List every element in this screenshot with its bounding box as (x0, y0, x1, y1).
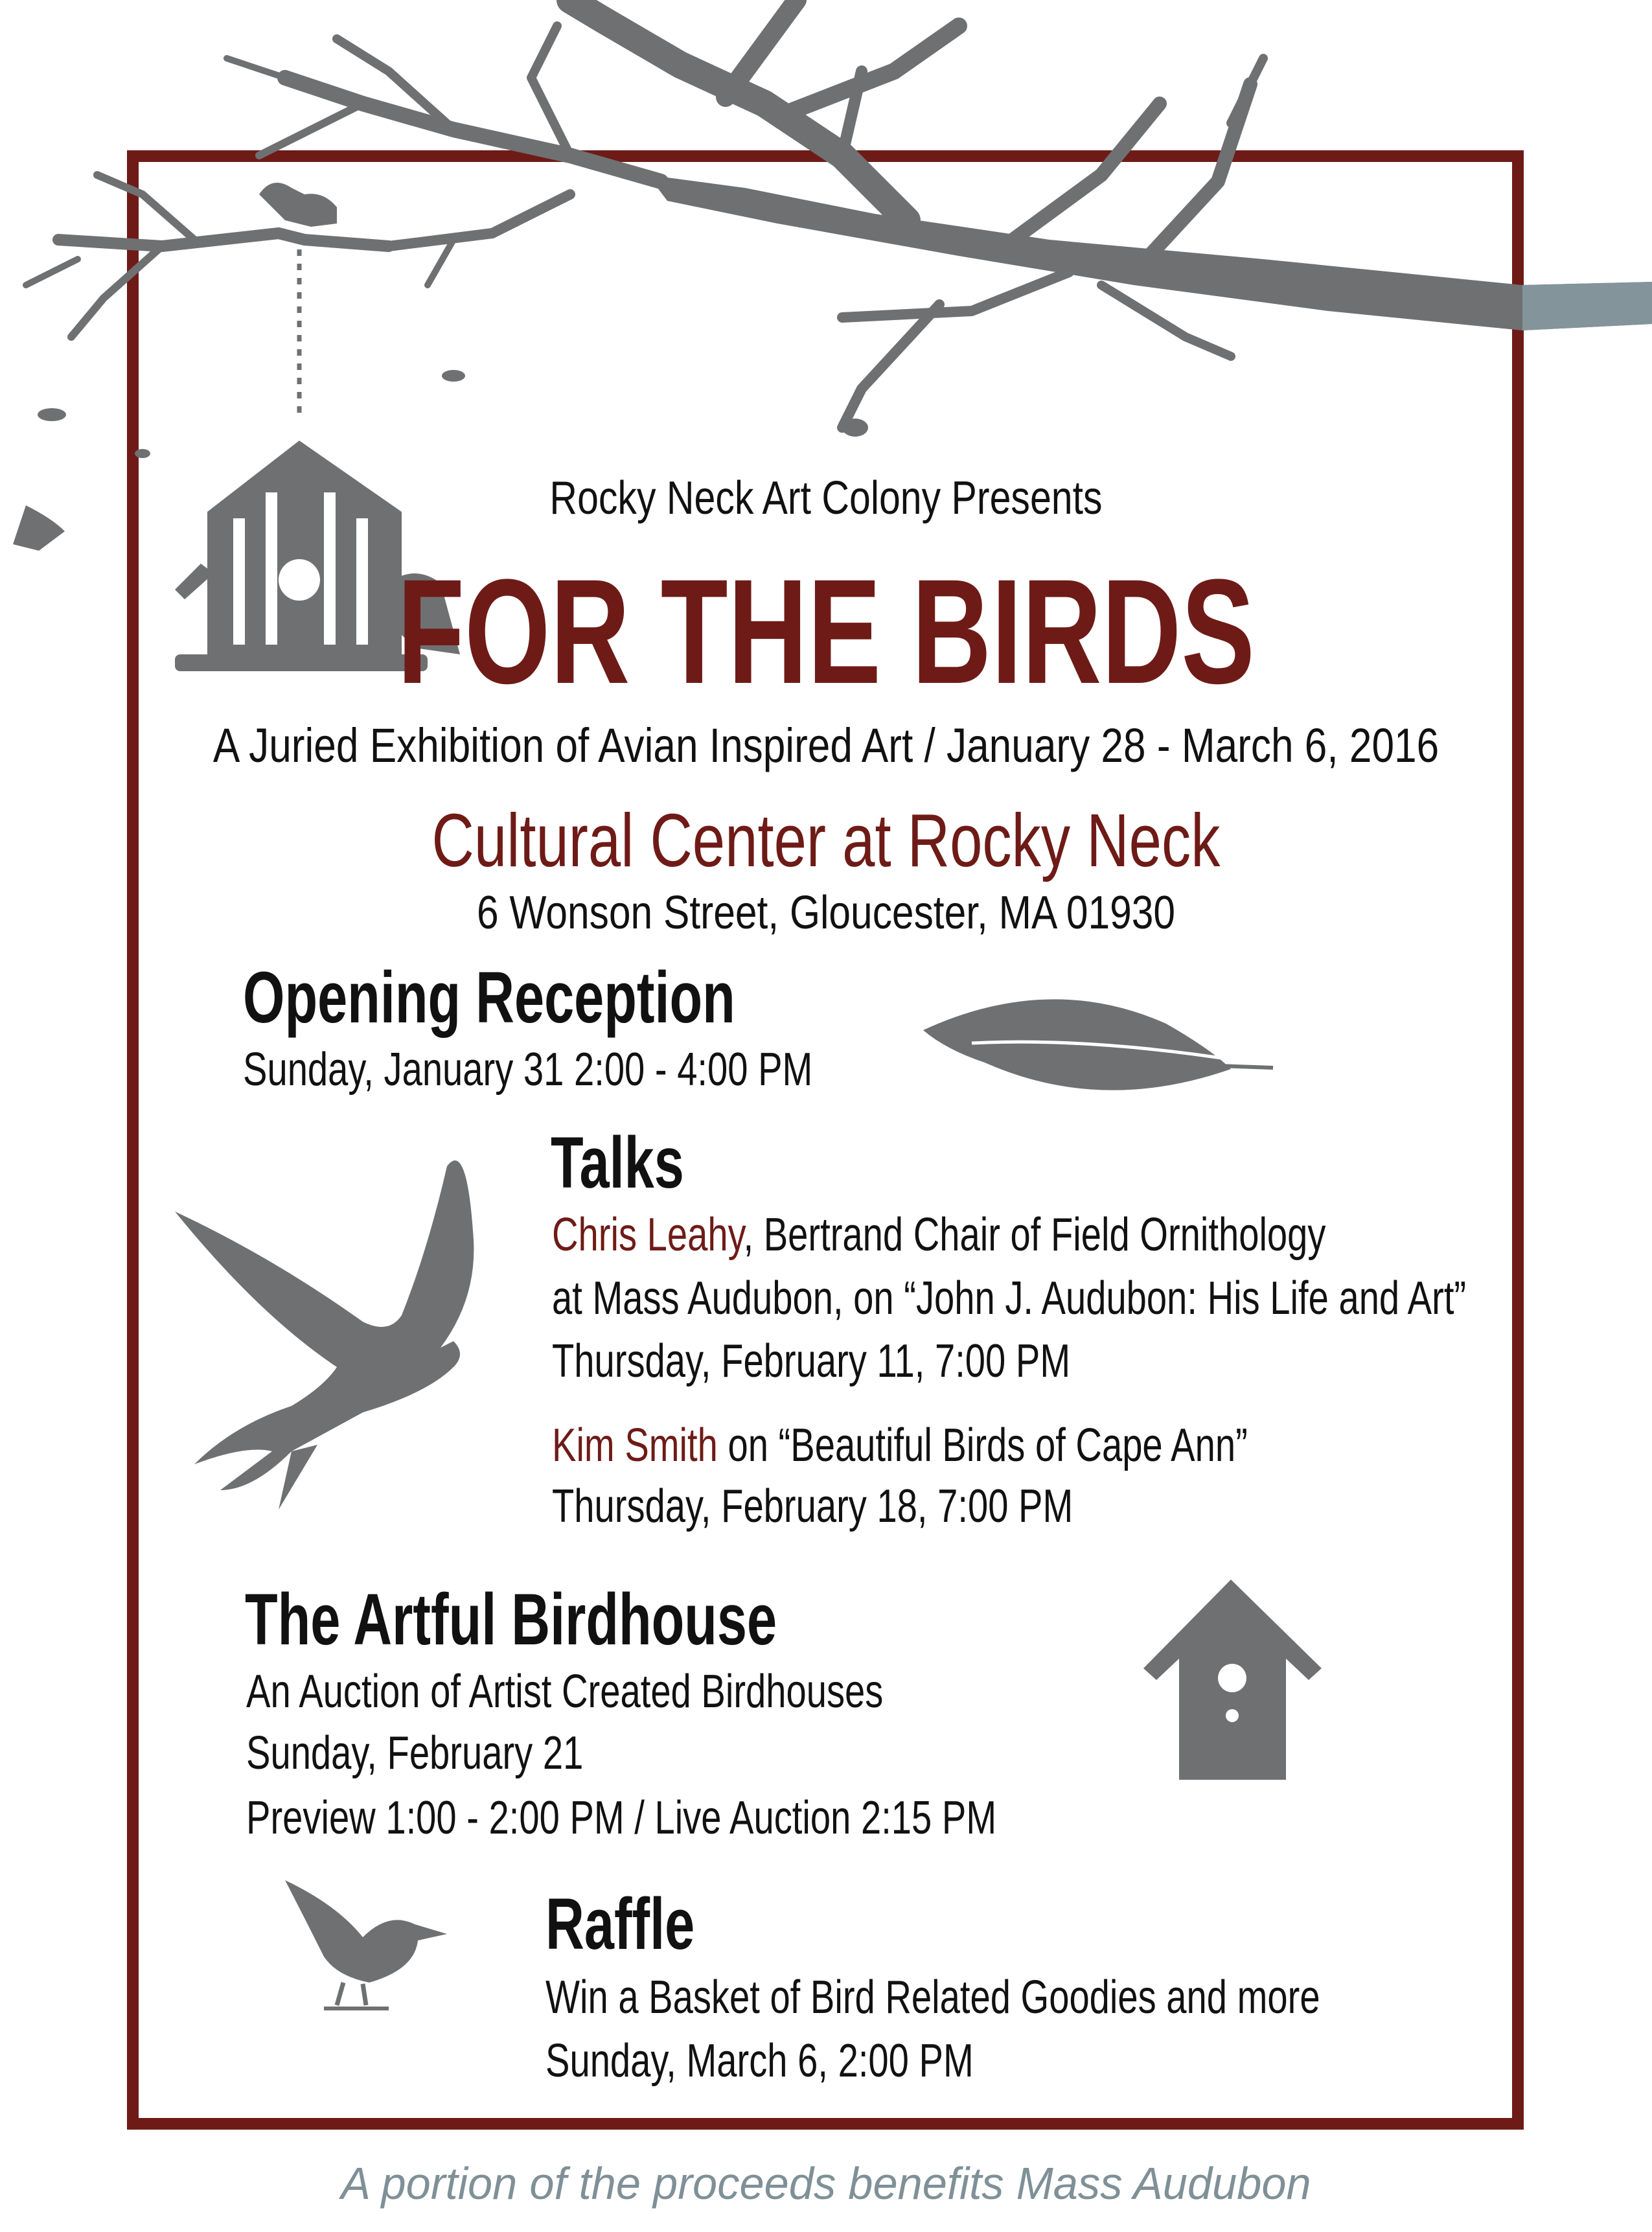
small-bird-icon (285, 1880, 447, 2008)
talk1-role: , Bertrand Chair of Field Ornithology (743, 1209, 1326, 1261)
raffle-description: Win a Basket of Bird Related Goodies and more (545, 1972, 1320, 2023)
talk1-speaker: Chris Leahy (552, 1209, 744, 1261)
opening-reception-heading: Opening Reception (243, 957, 735, 1038)
event-subtitle: A Juried Exhibition of Avian Inspired Art / January 28 - March 6, 2016 (212, 719, 1440, 772)
branch-icon (13, 0, 1652, 551)
talk2-topic: on “Beautiful Birds of Cape Ann” (717, 1420, 1248, 1471)
feather-icon (923, 999, 1273, 1090)
event-title: FOR THE BIRDS (397, 548, 1255, 715)
footer-note: A portion of the proceeds benefits Mass Audubon (341, 2158, 1311, 2209)
talk2-speaker: Kim Smith (552, 1420, 718, 1471)
venue-address: 6 Wonson Street, Gloucester, MA 01930 (476, 887, 1176, 939)
presenter-line: Rocky Neck Art Colony Presents (549, 472, 1103, 524)
talk2-speaker-line (552, 1419, 1248, 1472)
birdhouse-date: Sunday, February 21 (246, 1727, 584, 1779)
raffle-heading: Raffle (545, 1883, 695, 1964)
venue-name: Cultural Center at Rocky Neck (431, 798, 1221, 882)
flying-bird-icon (175, 1160, 474, 1510)
talk2-date: Thursday, February 18, 7:00 PM (552, 1480, 1073, 1532)
talk1-speaker-line (552, 1208, 1325, 1261)
raffle-date: Sunday, March 6, 2:00 PM (545, 2035, 974, 2087)
talks-heading: Talks (551, 1122, 684, 1203)
talk1-date: Thursday, February 11, 7:00 PM (552, 1335, 1071, 1387)
birdhouse-times: Preview 1:00 - 2:00 PM / Live Auction 2:15 PM (246, 1792, 997, 1844)
birdhouse-icon (1143, 1580, 1322, 1780)
birdhouse-description: An Auction of Artist Created Birdhouses (246, 1666, 884, 1718)
opening-reception-date: Sunday, January 31 2:00 - 4:00 PM (243, 1044, 813, 1096)
talk1-topic: at Mass Audubon, on “John J. Audubon: His Life and Art” (552, 1272, 1467, 1324)
artful-birdhouse-heading: The Artful Birdhouse (245, 1579, 777, 1660)
